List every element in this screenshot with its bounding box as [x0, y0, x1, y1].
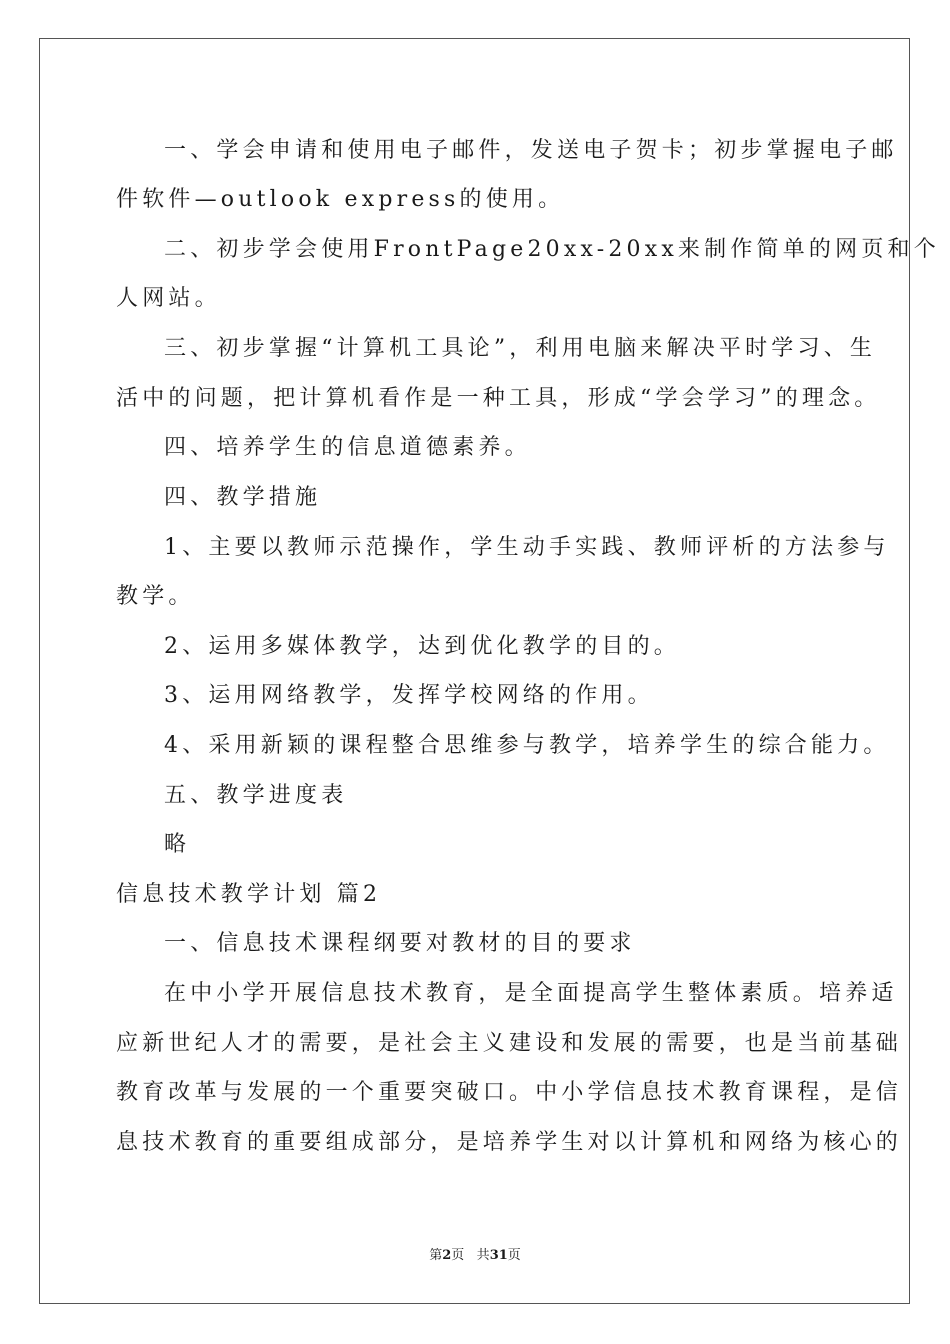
- paragraph-line: 在中小学开展信息技术教育，是全面提高学生整体素质。培养适: [164, 981, 898, 1006]
- paragraph-line: 2、运用多媒体教学，达到优化教学的目的。: [164, 634, 680, 659]
- footer-total-pages: 31: [489, 1248, 508, 1263]
- paragraph-line: 四、培养学生的信息道德素养。: [164, 435, 531, 460]
- paragraph-line: 人网站。: [116, 286, 221, 311]
- paragraph-line: 教育改革与发展的一个重要突破口。中小学信息技术教育课程，是信: [116, 1080, 903, 1105]
- footer-total-prefix: 共: [476, 1248, 490, 1263]
- paragraph-line: 应新世纪人才的需要，是社会主义建设和发展的需要，也是当前基础: [116, 1031, 903, 1056]
- paragraph-line: 4、采用新颖的课程整合思维参与教学，培养学生的综合能力。: [164, 733, 890, 758]
- paragraph-line: 3、运用网络教学，发挥学校网络的作用。: [164, 683, 654, 708]
- paragraph-line: 三、初步掌握“计算机工具论”，利用电脑来解决平时学习、生: [164, 336, 877, 361]
- paragraph-line: 息技术教育的重要组成部分，是培养学生对以计算机和网络为核心的: [116, 1130, 903, 1155]
- article-title: 信息技术教学计划 篇2: [116, 882, 382, 907]
- footer-page-number: 2: [442, 1248, 452, 1263]
- paragraph-line: 一、学会申请和使用电子邮件，发送电子贺卡；初步掌握电子邮: [164, 138, 898, 163]
- paragraph-line: 二、初步学会使用FrontPage20xx-20xx来制作简单的网页和个: [164, 237, 940, 262]
- paragraph-line: 略: [164, 832, 191, 857]
- footer-prefix: 第: [429, 1248, 443, 1263]
- paragraph-line: 1、主要以教师示范操作，学生动手实践、教师评析的方法参与: [164, 535, 890, 560]
- paragraph-line: 教学。: [116, 584, 195, 609]
- page-frame: [39, 38, 910, 1304]
- paragraph-line: 件软件—outlook express的使用。: [116, 187, 565, 212]
- section-heading: 四、教学措施: [164, 485, 322, 510]
- paragraph-line: 活中的问题，把计算机看作是一种工具，形成“学会学习”的理念。: [116, 386, 881, 411]
- section-heading: 五、教学进度表: [164, 783, 348, 808]
- footer-total-suffix: 页: [507, 1248, 521, 1263]
- section-heading: 一、信息技术课程纲要对教材的目的要求: [164, 931, 636, 956]
- footer-page-suffix: 页: [451, 1248, 465, 1263]
- page-footer: [0, 1246, 950, 1266]
